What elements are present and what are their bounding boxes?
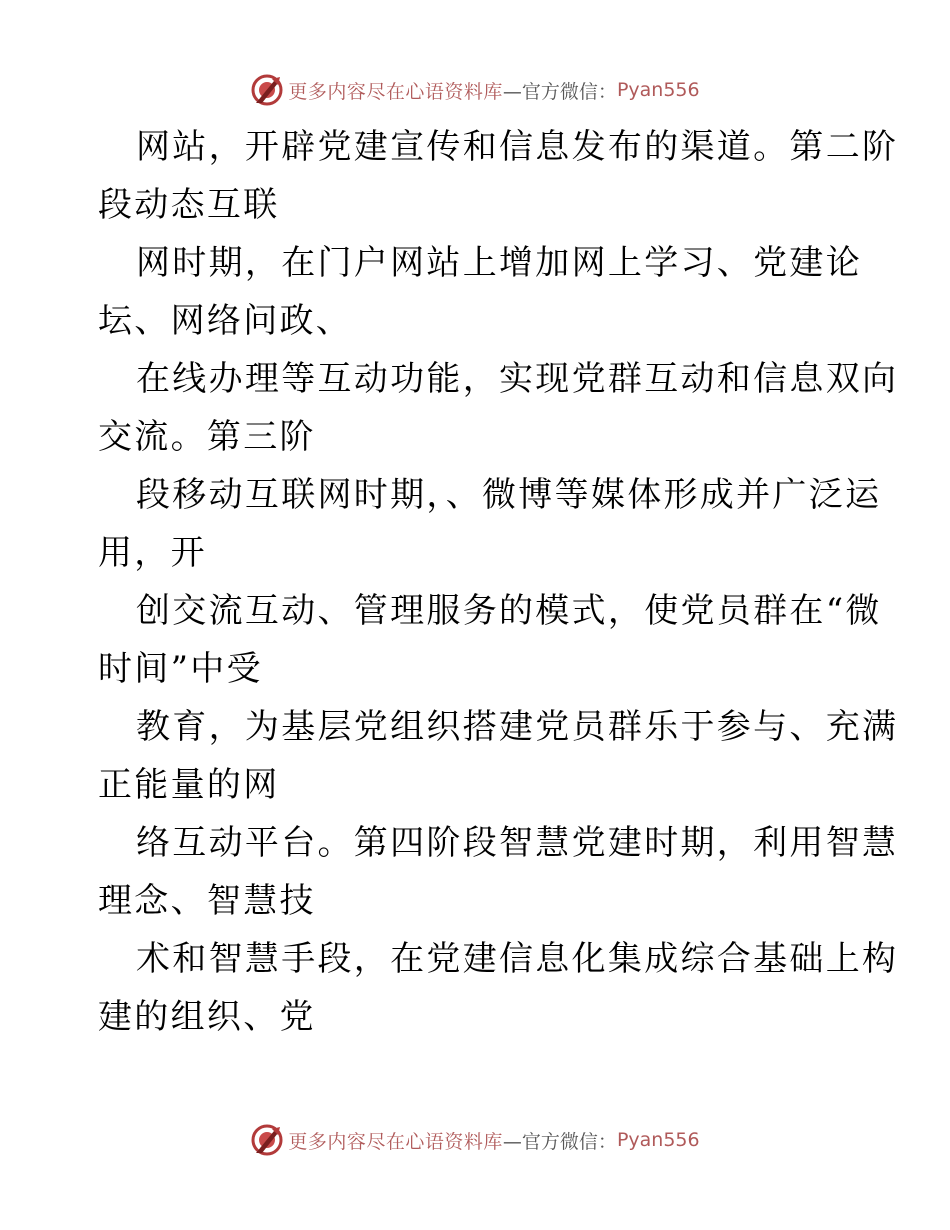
paragraph (98, 582, 882, 698)
paragraph-line: 建的组织、党 (98, 997, 316, 1037)
paragraph-line: 段移动互联网时期，、微博等媒体形成并广泛运 (136, 475, 882, 515)
paragraph (98, 466, 882, 582)
paragraph-line: 坛、网络问政、 (98, 301, 353, 341)
paragraph-line: 创交流互动、管理服务的模式，使党员群在“微 (136, 591, 882, 631)
document-body (98, 118, 899, 1046)
paragraph-line: 段动态互联 (98, 185, 280, 225)
paragraph (98, 118, 899, 234)
paragraph (98, 234, 862, 350)
watermark-separator: —官方微信： (502, 80, 617, 103)
paragraph-line: 理念、智慧技 (98, 881, 316, 921)
watermark-wechat-id: Pyan556 (616, 79, 700, 101)
paragraph (98, 930, 899, 1046)
watermark-text: 更多内容尽在心语资料库 (288, 80, 503, 103)
watermark-text: 更多内容尽在心语资料库 (288, 1130, 503, 1153)
quill-logo-icon (250, 73, 284, 107)
footer-watermark (0, 1120, 950, 1160)
watermark-wechat-id: Pyan556 (616, 1129, 700, 1151)
paragraph-line: 网站，开辟党建宣传和信息发布的渠道。第二阶 (136, 127, 899, 167)
paragraph (98, 814, 899, 930)
paragraph-line: 络互动平台。第四阶段智慧党建时期，利用智慧 (136, 823, 899, 863)
paragraph-line: 术和智慧手段，在党建信息化集成综合基础上构 (136, 939, 899, 979)
paragraph (98, 698, 899, 814)
paragraph-line: 用，开 (98, 533, 207, 573)
paragraph-line: 网时期，在门户网站上增加网上学习、党建论 (136, 243, 862, 283)
paragraph-line: 时间”中受 (98, 649, 263, 689)
quill-logo-icon (250, 1123, 284, 1157)
paragraph-line: 交流。第三阶 (98, 417, 316, 457)
paragraph-line: 在线办理等互动功能，实现党群互动和信息双向 (136, 359, 899, 399)
paragraph-line: 教育，为基层党组织搭建党员群乐于参与、充满 (136, 707, 899, 747)
paragraph (98, 350, 899, 466)
header-watermark (0, 70, 950, 110)
watermark-separator: —官方微信： (502, 1130, 617, 1153)
paragraph-line: 正能量的网 (98, 765, 280, 805)
